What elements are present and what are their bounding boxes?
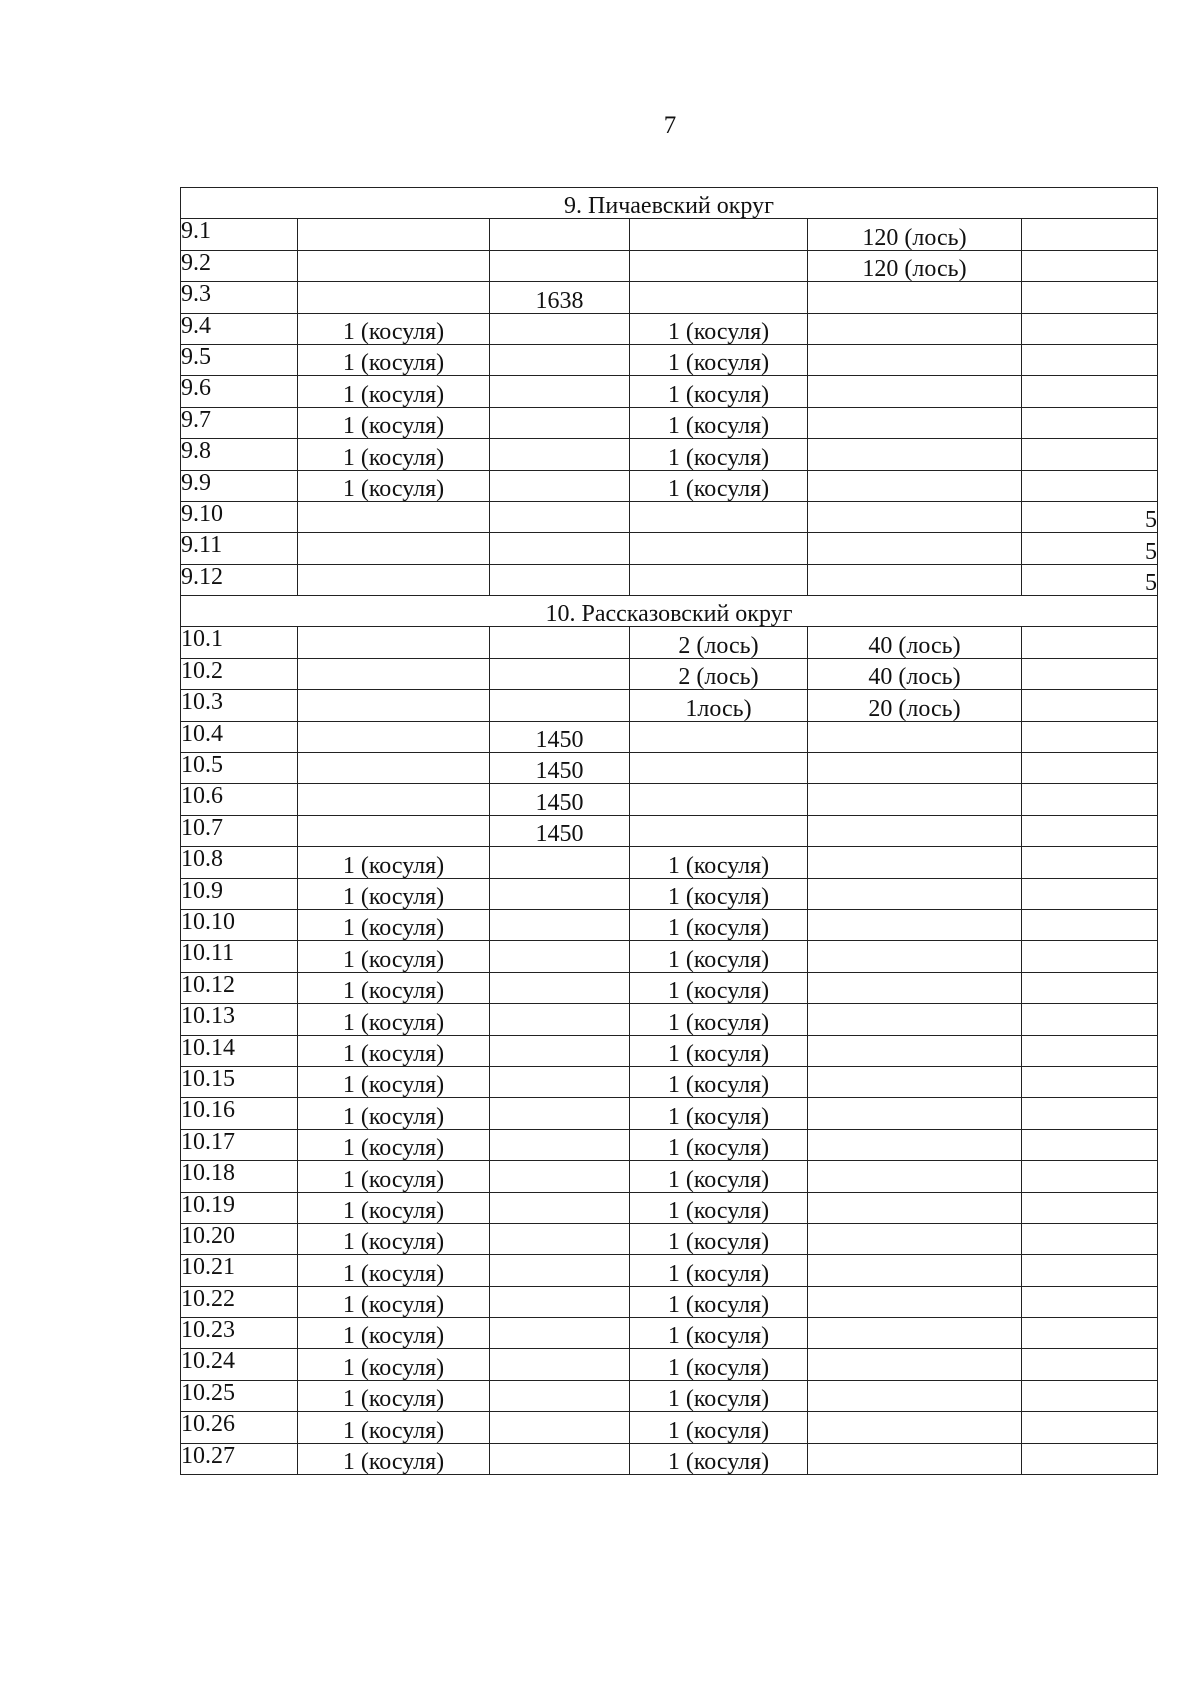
cell-col-3 bbox=[490, 250, 630, 281]
cell-col-2 bbox=[298, 250, 490, 281]
cell-col-2 bbox=[298, 533, 490, 564]
cell-col-2: 1 (косуля) bbox=[298, 1318, 490, 1349]
cell-col-3: 1450 bbox=[490, 815, 630, 846]
cell-col-5 bbox=[808, 972, 1022, 1003]
cell-col-2: 1 (косуля) bbox=[298, 1223, 490, 1254]
cell-col-6 bbox=[1022, 439, 1158, 470]
table-row bbox=[181, 941, 1158, 972]
cell-col-6 bbox=[1022, 847, 1158, 878]
cell-col-3 bbox=[490, 909, 630, 940]
table-row bbox=[181, 1255, 1158, 1286]
cell-col-2: 1 (косуля) bbox=[298, 1098, 490, 1129]
table-row bbox=[181, 439, 1158, 470]
cell-col-2: 1 (косуля) bbox=[298, 1255, 490, 1286]
row-number-cell: 10.17 bbox=[181, 1129, 298, 1160]
cell-col-3 bbox=[490, 1066, 630, 1097]
row-number-cell: 10.22 bbox=[181, 1286, 298, 1317]
row-number-cell: 9.9 bbox=[181, 470, 298, 501]
cell-col-3 bbox=[490, 1161, 630, 1192]
row-number-cell: 10.15 bbox=[181, 1066, 298, 1097]
cell-col-2: 1 (косуля) bbox=[298, 941, 490, 972]
cell-col-4 bbox=[630, 564, 808, 595]
cell-col-2: 1 (косуля) bbox=[298, 1066, 490, 1097]
cell-col-5 bbox=[808, 1004, 1022, 1035]
cell-col-6 bbox=[1022, 658, 1158, 689]
cell-col-3: 1450 bbox=[490, 721, 630, 752]
row-number-cell: 10.7 bbox=[181, 815, 298, 846]
cell-col-2: 1 (косуля) bbox=[298, 1443, 490, 1474]
cell-col-6 bbox=[1022, 1443, 1158, 1474]
table-row bbox=[181, 1066, 1158, 1097]
table-row bbox=[181, 1318, 1158, 1349]
cell-col-4 bbox=[630, 784, 808, 815]
cell-col-3 bbox=[490, 1380, 630, 1411]
cell-col-2 bbox=[298, 784, 490, 815]
row-number-cell: 10.12 bbox=[181, 972, 298, 1003]
cell-col-5 bbox=[808, 564, 1022, 595]
row-number-cell: 10.2 bbox=[181, 658, 298, 689]
table-row bbox=[181, 344, 1158, 375]
cell-col-5: 20 (лось) bbox=[808, 690, 1022, 721]
cell-col-5 bbox=[808, 847, 1022, 878]
cell-col-6: 5 bbox=[1022, 501, 1158, 532]
cell-col-2 bbox=[298, 658, 490, 689]
cell-col-6 bbox=[1022, 1066, 1158, 1097]
row-number-cell: 10.24 bbox=[181, 1349, 298, 1380]
cell-col-3 bbox=[490, 1098, 630, 1129]
cell-col-5 bbox=[808, 909, 1022, 940]
cell-col-3 bbox=[490, 219, 630, 250]
cell-col-3 bbox=[490, 470, 630, 501]
cell-col-4: 1 (косуля) bbox=[630, 1380, 808, 1411]
cell-col-2: 1 (косуля) bbox=[298, 313, 490, 344]
cell-col-3 bbox=[490, 439, 630, 470]
cell-col-3 bbox=[490, 376, 630, 407]
row-number-cell: 9.6 bbox=[181, 376, 298, 407]
cell-col-4: 1 (косуля) bbox=[630, 1161, 808, 1192]
row-number-cell: 9.2 bbox=[181, 250, 298, 281]
cell-col-2: 1 (косуля) bbox=[298, 1412, 490, 1443]
table-row bbox=[181, 1412, 1158, 1443]
table-row bbox=[181, 1192, 1158, 1223]
table-row bbox=[181, 658, 1158, 689]
cell-col-3 bbox=[490, 690, 630, 721]
cell-col-4: 1 (косуля) bbox=[630, 1192, 808, 1223]
page-number: 7 bbox=[663, 112, 677, 139]
cell-col-2: 1 (косуля) bbox=[298, 1129, 490, 1160]
cell-col-5 bbox=[808, 1255, 1022, 1286]
cell-col-2 bbox=[298, 721, 490, 752]
table-row bbox=[181, 972, 1158, 1003]
cell-col-5 bbox=[808, 784, 1022, 815]
cell-col-6 bbox=[1022, 941, 1158, 972]
cell-col-3 bbox=[490, 407, 630, 438]
cell-col-2: 1 (косуля) bbox=[298, 1004, 490, 1035]
row-number-cell: 10.1 bbox=[181, 627, 298, 658]
table-row bbox=[181, 1129, 1158, 1160]
row-number-cell: 10.16 bbox=[181, 1098, 298, 1129]
cell-col-4 bbox=[630, 282, 808, 313]
cell-col-5 bbox=[808, 1412, 1022, 1443]
cell-col-4: 1 (косуля) bbox=[630, 1349, 808, 1380]
row-number-cell: 10.8 bbox=[181, 847, 298, 878]
table-row bbox=[181, 1380, 1158, 1411]
section-title: 10. Рассказовский округ bbox=[181, 596, 1158, 627]
cell-col-4 bbox=[630, 533, 808, 564]
cell-col-2: 1 (косуля) bbox=[298, 1035, 490, 1066]
cell-col-4 bbox=[630, 753, 808, 784]
cell-col-5 bbox=[808, 313, 1022, 344]
row-number-cell: 9.12 bbox=[181, 564, 298, 595]
row-number-cell: 10.5 bbox=[181, 753, 298, 784]
cell-col-6 bbox=[1022, 470, 1158, 501]
cell-col-5 bbox=[808, 533, 1022, 564]
cell-col-3 bbox=[490, 627, 630, 658]
cell-col-6 bbox=[1022, 1098, 1158, 1129]
cell-col-6 bbox=[1022, 1035, 1158, 1066]
row-number-cell: 10.21 bbox=[181, 1255, 298, 1286]
table-row bbox=[181, 1161, 1158, 1192]
cell-col-4: 1 (косуля) bbox=[630, 439, 808, 470]
cell-col-5 bbox=[808, 1161, 1022, 1192]
cell-col-3 bbox=[490, 313, 630, 344]
cell-col-6 bbox=[1022, 376, 1158, 407]
cell-col-2: 1 (косуля) bbox=[298, 847, 490, 878]
cell-col-5 bbox=[808, 1318, 1022, 1349]
row-number-cell: 9.8 bbox=[181, 439, 298, 470]
table-row bbox=[181, 909, 1158, 940]
cell-col-4: 1 (косуля) bbox=[630, 1412, 808, 1443]
row-number-cell: 9.1 bbox=[181, 219, 298, 250]
cell-col-3 bbox=[490, 1349, 630, 1380]
cell-col-4 bbox=[630, 815, 808, 846]
cell-col-3 bbox=[490, 1192, 630, 1223]
row-number-cell: 10.10 bbox=[181, 909, 298, 940]
cell-col-3 bbox=[490, 847, 630, 878]
cell-col-4: 1 (косуля) bbox=[630, 972, 808, 1003]
row-number-cell: 9.11 bbox=[181, 533, 298, 564]
cell-col-6 bbox=[1022, 1318, 1158, 1349]
quota-table-body bbox=[181, 188, 1158, 1475]
cell-col-5 bbox=[808, 1066, 1022, 1097]
cell-col-2 bbox=[298, 753, 490, 784]
cell-col-4: 2 (лось) bbox=[630, 627, 808, 658]
cell-col-4: 1 (косуля) bbox=[630, 1066, 808, 1097]
cell-col-4 bbox=[630, 250, 808, 281]
cell-col-6 bbox=[1022, 1223, 1158, 1254]
table-row bbox=[181, 564, 1158, 595]
cell-col-5 bbox=[808, 1443, 1022, 1474]
table-row bbox=[181, 753, 1158, 784]
cell-col-4: 1 (косуля) bbox=[630, 941, 808, 972]
cell-col-2 bbox=[298, 501, 490, 532]
cell-col-4: 1 (косуля) bbox=[630, 1318, 808, 1349]
cell-col-2: 1 (косуля) bbox=[298, 1349, 490, 1380]
cell-col-3 bbox=[490, 564, 630, 595]
row-number-cell: 9.4 bbox=[181, 313, 298, 344]
cell-col-6 bbox=[1022, 878, 1158, 909]
cell-col-4: 1 (косуля) bbox=[630, 1255, 808, 1286]
row-number-cell: 10.25 bbox=[181, 1380, 298, 1411]
cell-col-2: 1 (косуля) bbox=[298, 376, 490, 407]
cell-col-6 bbox=[1022, 313, 1158, 344]
cell-col-3 bbox=[490, 658, 630, 689]
cell-col-5 bbox=[808, 1349, 1022, 1380]
cell-col-6 bbox=[1022, 1412, 1158, 1443]
cell-col-3 bbox=[490, 972, 630, 1003]
cell-col-2: 1 (косуля) bbox=[298, 344, 490, 375]
cell-col-4 bbox=[630, 721, 808, 752]
section-header-row bbox=[181, 188, 1158, 219]
table-row bbox=[181, 376, 1158, 407]
cell-col-3 bbox=[490, 941, 630, 972]
cell-col-4: 1 (косуля) bbox=[630, 344, 808, 375]
cell-col-5 bbox=[808, 1098, 1022, 1129]
table-row bbox=[181, 1443, 1158, 1474]
row-number-cell: 10.14 bbox=[181, 1035, 298, 1066]
cell-col-5 bbox=[808, 282, 1022, 313]
cell-col-6 bbox=[1022, 407, 1158, 438]
row-number-cell: 10.20 bbox=[181, 1223, 298, 1254]
cell-col-3 bbox=[490, 878, 630, 909]
cell-col-5 bbox=[808, 344, 1022, 375]
cell-col-4: 1 (косуля) bbox=[630, 470, 808, 501]
cell-col-2 bbox=[298, 690, 490, 721]
cell-col-3 bbox=[490, 1035, 630, 1066]
table-row bbox=[181, 282, 1158, 313]
cell-col-3: 1450 bbox=[490, 753, 630, 784]
cell-col-5 bbox=[808, 470, 1022, 501]
table-row bbox=[181, 470, 1158, 501]
cell-col-6 bbox=[1022, 344, 1158, 375]
cell-col-6 bbox=[1022, 219, 1158, 250]
table-row bbox=[181, 1349, 1158, 1380]
cell-col-3 bbox=[490, 1255, 630, 1286]
cell-col-3: 1450 bbox=[490, 784, 630, 815]
cell-col-2 bbox=[298, 219, 490, 250]
cell-col-5 bbox=[808, 1129, 1022, 1160]
cell-col-5 bbox=[808, 407, 1022, 438]
cell-col-2 bbox=[298, 282, 490, 313]
cell-col-6 bbox=[1022, 1286, 1158, 1317]
cell-col-3 bbox=[490, 1443, 630, 1474]
cell-col-3 bbox=[490, 1412, 630, 1443]
cell-col-5: 40 (лось) bbox=[808, 658, 1022, 689]
cell-col-4: 1 (косуля) bbox=[630, 313, 808, 344]
cell-col-6 bbox=[1022, 1349, 1158, 1380]
cell-col-4 bbox=[630, 501, 808, 532]
table-row bbox=[181, 501, 1158, 532]
row-number-cell: 10.23 bbox=[181, 1318, 298, 1349]
cell-col-2: 1 (косуля) bbox=[298, 439, 490, 470]
cell-col-4: 1 (косуля) bbox=[630, 1223, 808, 1254]
cell-col-4: 1 (косуля) bbox=[630, 1004, 808, 1035]
table-row bbox=[181, 721, 1158, 752]
table-row bbox=[181, 1004, 1158, 1035]
table-row bbox=[181, 627, 1158, 658]
table-row bbox=[181, 1286, 1158, 1317]
section-title: 9. Пичаевский округ bbox=[181, 188, 1158, 219]
cell-col-6 bbox=[1022, 909, 1158, 940]
quota-table bbox=[180, 187, 1158, 1475]
cell-col-6: 5 bbox=[1022, 564, 1158, 595]
table-row bbox=[181, 313, 1158, 344]
cell-col-2: 1 (косуля) bbox=[298, 1286, 490, 1317]
cell-col-2: 1 (косуля) bbox=[298, 909, 490, 940]
cell-col-4: 1 (косуля) bbox=[630, 909, 808, 940]
table-row bbox=[181, 250, 1158, 281]
cell-col-3 bbox=[490, 1129, 630, 1160]
cell-col-6 bbox=[1022, 815, 1158, 846]
cell-col-2: 1 (косуля) bbox=[298, 878, 490, 909]
cell-col-4: 1 (косуля) bbox=[630, 1443, 808, 1474]
table-row bbox=[181, 1223, 1158, 1254]
cell-col-5: 40 (лось) bbox=[808, 627, 1022, 658]
row-number-cell: 10.3 bbox=[181, 690, 298, 721]
cell-col-4: 1 (косуля) bbox=[630, 1098, 808, 1129]
row-number-cell: 10.27 bbox=[181, 1443, 298, 1474]
cell-col-4: 1 (косуля) bbox=[630, 1035, 808, 1066]
cell-col-5 bbox=[808, 1286, 1022, 1317]
cell-col-2: 1 (косуля) bbox=[298, 470, 490, 501]
cell-col-3 bbox=[490, 501, 630, 532]
cell-col-4: 1 (косуля) bbox=[630, 847, 808, 878]
cell-col-5 bbox=[808, 1192, 1022, 1223]
table-row bbox=[181, 690, 1158, 721]
cell-col-2: 1 (косуля) bbox=[298, 407, 490, 438]
cell-col-2 bbox=[298, 564, 490, 595]
row-number-cell: 10.11 bbox=[181, 941, 298, 972]
cell-col-6: 5 bbox=[1022, 533, 1158, 564]
cell-col-6 bbox=[1022, 690, 1158, 721]
row-number-cell: 9.5 bbox=[181, 344, 298, 375]
section-header-row bbox=[181, 596, 1158, 627]
table-row bbox=[181, 847, 1158, 878]
cell-col-2: 1 (косуля) bbox=[298, 1192, 490, 1223]
cell-col-6 bbox=[1022, 1129, 1158, 1160]
cell-col-5 bbox=[808, 1223, 1022, 1254]
table-row bbox=[181, 219, 1158, 250]
cell-col-6 bbox=[1022, 1380, 1158, 1411]
cell-col-3 bbox=[490, 1286, 630, 1317]
cell-col-4: 1 (косуля) bbox=[630, 407, 808, 438]
cell-col-6 bbox=[1022, 1004, 1158, 1035]
cell-col-2: 1 (косуля) bbox=[298, 1380, 490, 1411]
row-number-cell: 10.19 bbox=[181, 1192, 298, 1223]
cell-col-4: 1 (косуля) bbox=[630, 878, 808, 909]
cell-col-5 bbox=[808, 878, 1022, 909]
row-number-cell: 10.4 bbox=[181, 721, 298, 752]
table-row bbox=[181, 878, 1158, 909]
cell-col-6 bbox=[1022, 250, 1158, 281]
row-number-cell: 10.9 bbox=[181, 878, 298, 909]
cell-col-6 bbox=[1022, 1161, 1158, 1192]
cell-col-4: 1лось) bbox=[630, 690, 808, 721]
table-row bbox=[181, 784, 1158, 815]
cell-col-3 bbox=[490, 1004, 630, 1035]
cell-col-5 bbox=[808, 753, 1022, 784]
cell-col-6 bbox=[1022, 972, 1158, 1003]
row-number-cell: 10.13 bbox=[181, 1004, 298, 1035]
cell-col-5 bbox=[808, 941, 1022, 972]
cell-col-6 bbox=[1022, 282, 1158, 313]
cell-col-3: 1638 bbox=[490, 282, 630, 313]
cell-col-6 bbox=[1022, 753, 1158, 784]
cell-col-2: 1 (косуля) bbox=[298, 972, 490, 1003]
cell-col-5 bbox=[808, 439, 1022, 470]
cell-col-4: 1 (косуля) bbox=[630, 1286, 808, 1317]
cell-col-6 bbox=[1022, 784, 1158, 815]
cell-col-2 bbox=[298, 627, 490, 658]
cell-col-5 bbox=[808, 376, 1022, 407]
cell-col-3 bbox=[490, 1318, 630, 1349]
table-row bbox=[181, 1098, 1158, 1129]
cell-col-3 bbox=[490, 533, 630, 564]
row-number-cell: 10.18 bbox=[181, 1161, 298, 1192]
cell-col-3 bbox=[490, 344, 630, 375]
cell-col-5 bbox=[808, 815, 1022, 846]
cell-col-6 bbox=[1022, 1192, 1158, 1223]
table-row bbox=[181, 533, 1158, 564]
cell-col-5 bbox=[808, 1035, 1022, 1066]
cell-col-5: 120 (лось) bbox=[808, 219, 1022, 250]
row-number-cell: 10.26 bbox=[181, 1412, 298, 1443]
cell-col-5: 120 (лось) bbox=[808, 250, 1022, 281]
cell-col-5 bbox=[808, 721, 1022, 752]
table-row bbox=[181, 1035, 1158, 1066]
table-row bbox=[181, 815, 1158, 846]
row-number-cell: 9.10 bbox=[181, 501, 298, 532]
cell-col-4 bbox=[630, 219, 808, 250]
cell-col-2 bbox=[298, 815, 490, 846]
table-row bbox=[181, 407, 1158, 438]
cell-col-4: 1 (косуля) bbox=[630, 376, 808, 407]
cell-col-4: 2 (лось) bbox=[630, 658, 808, 689]
cell-col-3 bbox=[490, 1223, 630, 1254]
cell-col-4: 1 (косуля) bbox=[630, 1129, 808, 1160]
row-number-cell: 9.7 bbox=[181, 407, 298, 438]
cell-col-5 bbox=[808, 1380, 1022, 1411]
cell-col-6 bbox=[1022, 721, 1158, 752]
cell-col-6 bbox=[1022, 1255, 1158, 1286]
cell-col-6 bbox=[1022, 627, 1158, 658]
row-number-cell: 10.6 bbox=[181, 784, 298, 815]
cell-col-5 bbox=[808, 501, 1022, 532]
row-number-cell: 9.3 bbox=[181, 282, 298, 313]
cell-col-2: 1 (косуля) bbox=[298, 1161, 490, 1192]
